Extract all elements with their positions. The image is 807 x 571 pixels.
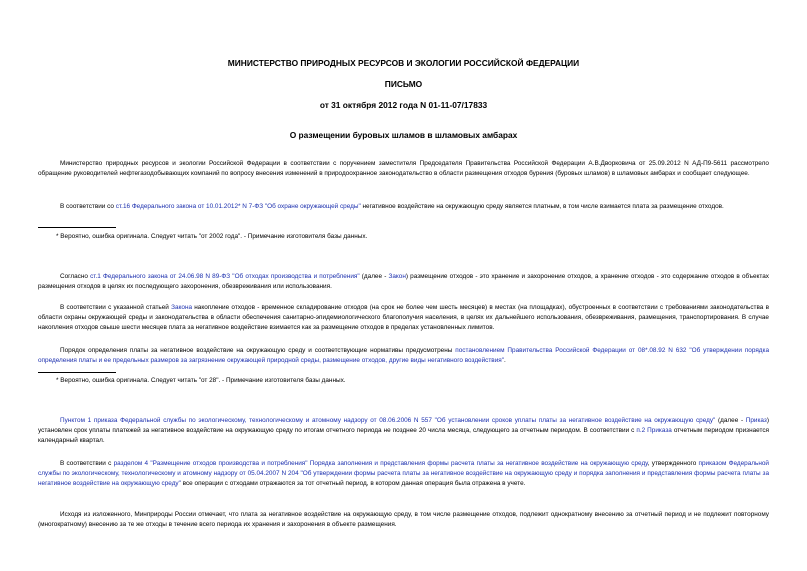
document-subject: О размещении буровых шламов в шламовых амбарах: [289, 130, 518, 140]
paragraph-3: [38, 272, 769, 292]
footnote-2: * Вероятно, ошибка оригинала. Следует читать "от 28". - Примечание изготовителя базы данных.: [56, 377, 346, 384]
paragraph-3-text-a: Согласно: [60, 273, 91, 280]
paragraph-1-text: Министерство природных ресурсов и экологии Российской Федерации в соответствии с поручением заместителя Председателя Правительства Российской Федерации А.В.Дворковича от 25.09.2012 N АД-П9-5611 рассмотрело обращение руководителей нефтегазодобывающих компаний по вопросу внесения изменений в природоохранное законодательство в области размещения отходов бурения (буровых шламов) в шламовых амбарах и сообщает следующее.: [38, 160, 769, 177]
paragraph-7-text-c: все операции с отходами отражаются за тот отчетный период, в котором данная операция была отражена в учете.: [180, 479, 526, 487]
paragraph-2-text-a: В соответствии со: [60, 203, 116, 210]
paragraph-5-text-b: .: [504, 356, 506, 364]
link-law-89fz[interactable]: ст.1 Федерального закона от 24.06.98 N 89-ФЗ "Об отходах производства и потребления": [90, 273, 360, 280]
paragraph-8-text: Исходя из изложенного, Минприроды России отмечает, что плата за негативное воздействие на окружающую среду, в том числе размещение отходов, подлежит однократному внесению за отчетный период и не подлежит повторному (многократному) внесению за те же отходы в течение всего периода их хранения и захоронения в объекте размещения.: [38, 511, 769, 528]
paragraph-7-text-a: В соответствии с: [60, 460, 114, 467]
paragraph-2: [38, 202, 769, 212]
paragraph-3-text-c: ) размещение отходов - это хранение и захоронение отходов, а хранение отходов - это содержание отходов в объектах размещения отходов в целях их последующего захоронения, обезвреживания или использования.: [38, 273, 770, 290]
document-type: ПИСЬМО: [384, 79, 423, 89]
paragraph-8: [38, 510, 769, 530]
paragraph-5-text-a: Порядок определения платы за негативное воздействие на окружающую среду и соответствующие нормативы предусмотрены: [60, 347, 456, 354]
paragraph-5: [38, 346, 769, 366]
link-order[interactable]: Приказ: [745, 417, 767, 424]
paragraph-6-text-a: (далее -: [715, 417, 746, 424]
ministry-heading: МИНИСТЕРСТВО ПРИРОДНЫХ РЕСУРСОВ И ЭКОЛОГИИ РОССИЙСКОЙ ФЕДЕРАЦИИ: [227, 58, 580, 68]
link-law-7fz[interactable]: ст.16 Федерального закона от 10.01.2012* N 7-ФЗ "Об охране окружающей среды": [115, 203, 361, 210]
link-order-204[interactable]: приказом Федеральной службы по экологическому, технологическому и атомному надзору от 05.04.2007 N 204 "Об утверждении формы расчета платы за негативное воздействие на окружающую среду и порядка заполнения и представления формы расчета платы за негативное воздействие на окружающую среду": [38, 460, 769, 487]
paragraph-6-text-c: отчетным периодом признается календарный квартал.: [38, 426, 769, 444]
link-section-4[interactable]: разделом 4 "Размещение отходов производства и потребления" Порядка заполнения и представления формы расчета платы за негативное воздействие на окружающую среду: [113, 460, 648, 467]
paragraph-4: [38, 303, 769, 332]
paragraph-1: [38, 159, 769, 179]
paragraph-3-text-b: (далее -: [359, 273, 389, 280]
paragraph-2-text-b: негативное воздействие на окружающую среду является платным, в том числе взимается плата за размещение отходов.: [360, 203, 724, 210]
paragraph-4-text-a: В соответствии с указанной статьей: [60, 304, 172, 311]
link-order-item-2[interactable]: п.2 Приказа: [636, 426, 672, 434]
footnote-divider: [38, 227, 116, 228]
footnote-1: * Вероятно, ошибка оригинала. Следует читать "от 2002 года". - Примечание изготовителя базы данных.: [56, 233, 368, 240]
footnote-divider: [38, 372, 116, 373]
paragraph-6: [38, 416, 769, 445]
link-order-557[interactable]: Пунктом 1 приказа Федеральной службы по экологическому, технологическому и атомному надзору от 08.06.2006 N 557 "Об установлении сроков уплаты платы за негативное воздействие на окружающую среду": [60, 417, 716, 424]
document-date-number: от 31 октября 2012 года N 01-11-07/17833: [319, 100, 488, 110]
paragraph-7: [38, 459, 769, 488]
link-law[interactable]: Закон: [388, 273, 406, 280]
paragraph-6-text-b: ) установлен срок уплаты платежей за негативное воздействие на окружающую среду по итогам отчетного периода не позднее 20 числа месяца, следующего за отчетным периодом. В соответствии с: [38, 417, 769, 434]
link-law-ref[interactable]: Закона: [171, 304, 193, 311]
paragraph-7-text-b: , утвержденного: [647, 460, 699, 467]
paragraph-4-text-b: накопление отходов - временное складирование отходов (на срок не более чем шесть месяцев) в местах (на площадках), обустроенных в соответствии с требованиями законодательства в области охраны окружающей среды и законодательства в области обеспечения санитарно-эпидемиологического благополучия населения, в целях их дальнейшего использования, обезвреживания, размещения, транспортирования. В случае накопления отходов свыше шести месяцев плата за негативное воздействие взимается как за размещение отходов в пределах установленных лимитов.: [38, 304, 769, 331]
link-resolution-632[interactable]: постановлением Правительства Российской Федерации от 08*.08.92 N 632 "Об утверждении порядка определения платы и ее предельных размеров за загрязнение окружающей природной среды, размещение отходов, другие виды негативного воздействия": [38, 347, 769, 364]
